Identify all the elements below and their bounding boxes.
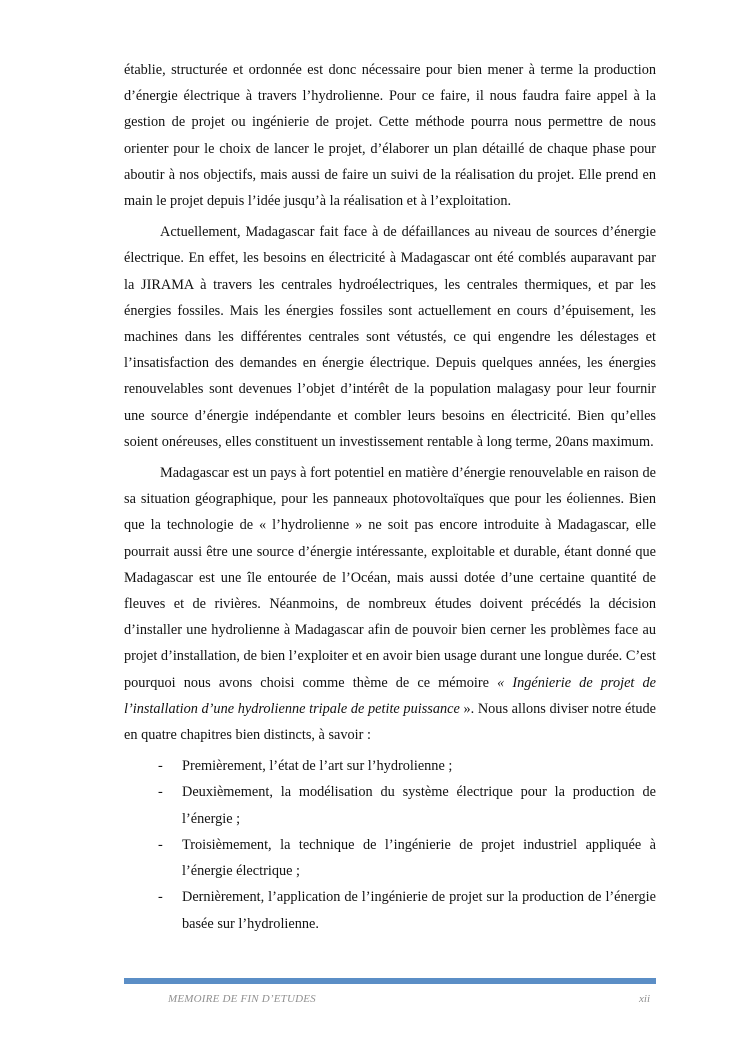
paragraph-3 bbox=[124, 460, 656, 748]
list-item bbox=[124, 884, 656, 936]
footer-title: MEMOIRE DE FIN D’ETUDES bbox=[168, 993, 316, 1005]
page-number: xii bbox=[639, 993, 650, 1005]
list-dash: - bbox=[158, 784, 163, 801]
list-dash: - bbox=[158, 889, 163, 906]
paragraph-2: Actuellement, Madagascar fait face à de défaillances au niveau de sources d’énergie électrique. En effet, les besoins en électricité à Madagascar ont été comblés auparavant par la JIRAMA à travers les centrales hydroélectriques, les centrales thermiques, et par les énergies fossiles. Mais les énergies fossiles sont actuellement en cours d’épuisement, les machines dans les différentes centrales sont vétustés, ce qui engendre les délestages et l’insatisfaction des demandes en énergie électrique. Depuis quelques années, les énergies renouvelables sont devenues l’objet d’intérêt de la population malagasy pour leur fournir une source d’énergie indépendante et combler leurs besoins en électricité. Bien qu’elles soient onéreuses, elles constituent un investissement rentable à long terme, 20ans maximum. bbox=[124, 224, 656, 450]
list-item-text: Deuxièmement, la modélisation du système électrique pour la production de l’énergie ; bbox=[182, 784, 656, 827]
list-item bbox=[124, 832, 656, 884]
paragraph-1: établie, structurée et ordonnée est donc nécessaire pour bien mener à terme la production d’énergie électrique à travers l’hydrolienne. Pour ce faire, il nous faudra faire appel à la gestion de projet ou ingénierie de projet. Cette méthode pourra nous permettre de nous orienter pour le choix de lancer le projet, d’élaborer un plan détaillé de chaque phase pour aboutir à nos objectifs, mais aussi de faire un suivi de la réalisation du projet. Elle prend en main le projet depuis l’idée jusqu’à la réalisation et à l’exploitation. bbox=[124, 62, 656, 210]
list-dash: - bbox=[158, 758, 163, 775]
paragraph-3-tail: ». Nous allons diviser notre étude en quatre chapitres bien distincts, à savoir : bbox=[124, 700, 656, 744]
footer-rule bbox=[124, 978, 656, 984]
list-item-text: Premièrement, l’état de l’art sur l’hydrolienne ; bbox=[182, 758, 453, 775]
thesis-title: « Ingénierie de projet de l’installation d’une hydrolienne tripale de petite puissance bbox=[124, 674, 656, 717]
list-dash: - bbox=[158, 836, 163, 853]
list-item bbox=[124, 753, 656, 779]
chapter-list bbox=[124, 753, 656, 936]
list-item-text: Dernièrement, l’application de l’ingénierie de projet sur la production de l’énergie basée sur l’hydrolienne. bbox=[182, 889, 656, 932]
list-item bbox=[124, 779, 656, 831]
list-item-text: Troisièmement, la technique de l’ingénierie de projet industriel appliquée à l’énergie électrique ; bbox=[182, 836, 656, 880]
paragraph-3-text: Madagascar est un pays à fort potentiel en matière d’énergie renouvelable en raison de sa situation géographique, pour les panneaux photovoltaïques que pour les éoliennes. Bien que la technologie de « l’hydrolienne » ne soit pas encore introduite à Madagascar, elle pourrait aussi être une source d’énergie intéressante, exploitable et durable, étant donné que Madagascar est une île entourée de l’Océan, mais aussi dotée d’une certaine quantité de fleuves et de rivières. Néanmoins, de nombreux études doivent précédés la décision d’installer une hydrolienne à Madagascar afin de pouvoir bien cerner les problèmes face au projet d’installation, de bien l’exploiter et en avoir bien usage durant une longue durée. C’est pourquoi nous avons choisi comme thème de ce mémoire bbox=[124, 465, 656, 691]
body-text bbox=[124, 57, 656, 937]
